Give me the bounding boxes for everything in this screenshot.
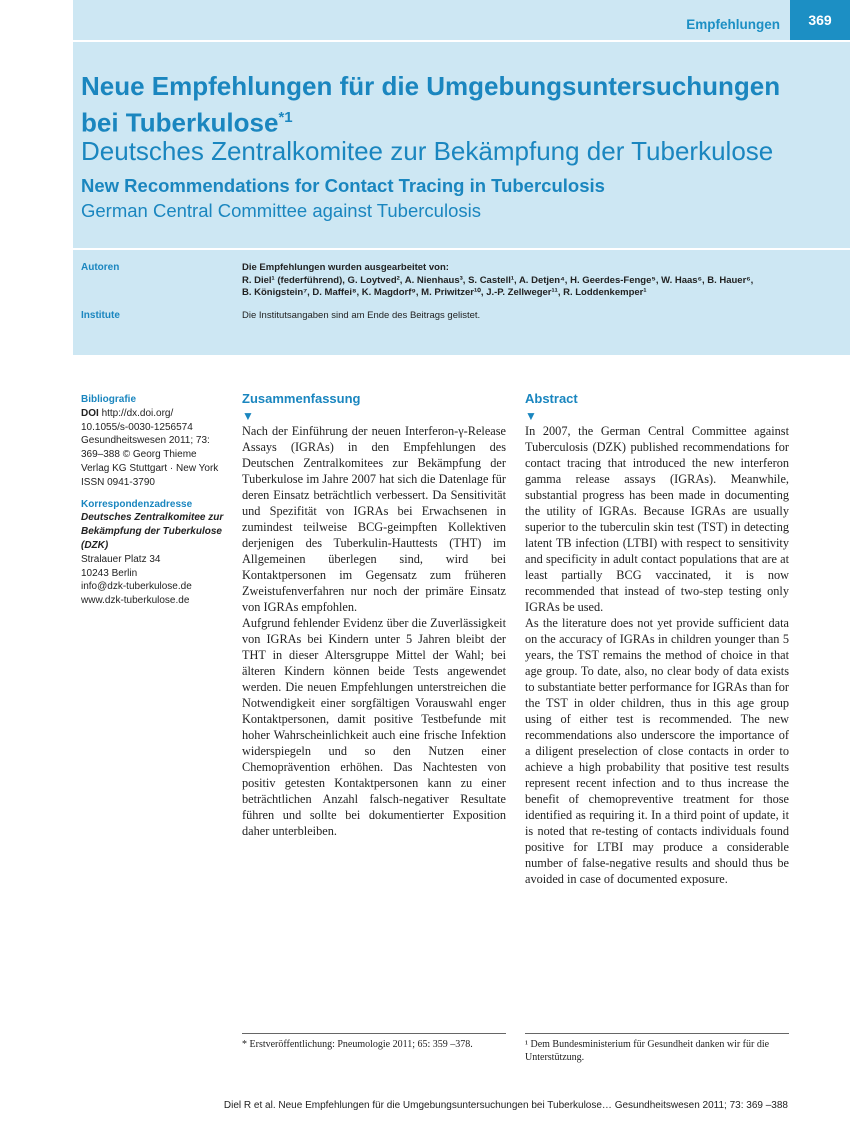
zusammenfassung-paragraph-2: Aufgrund fehlender Evidenz über die Zuverlässigkeit von IGRAs bei Kindern unter 5 Jahren bleibt der THT in dieser Altersgruppe Mittel der Wahl; bei älteren Kindern können beide Tests angewendet werden. Die neuen Empfehlungen unterstreichen die Notwendigkeit einer sorgfältigen Vorauswahl enger Kontaktpersonen, damit positive Testbefunde mit hoher Wahrscheinlichkeit auch eine frische Infektion widerspiegeln und so den Nutzen einer Chemoprävention erhöhen. Das Nachtesten von positiv getesten Kontaktpersonen kann zu einer beträchtlichen Anzahl falsch-negativer Resultate führen und sollte bei dokumentierter Exposition daher unterbleiben.	[242, 616, 506, 838]
footnote-right: ¹ Dem Bundesministerium für Gesundheit danken wir für die Unterstützung.	[525, 1039, 770, 1063]
zusammenfassung-column	[242, 391, 506, 839]
footnote-left: * Erstveröffentlichung: Pneumologie 2011; 65: 359 –378.	[242, 1039, 473, 1050]
authors-label: Autoren	[81, 262, 120, 273]
zusammenfassung-paragraph-1: Nach der Einführung der neuen Interferon-γ-Release Assays (IGRAs) in den Empfehlungen des Deutschen Zentralkomitees zur Bekämpfung der Tuberkulose im Jahre 2007 hat sich die Datenlage für deren Einsatz beträchtlich verbessert. Da Sensitivität und Spezifität von IGRAs bei Erwachsenen in zumindest teilweise BCG-geimpften Kollektiven derjenigen des Tuberkulin-Hauttests (THT) im Allgemeinen überlegen sind, wird bei Kontaktpersonen im Gegensatz zum früheren Zweistufenverfahren nur noch der primäre Einsatz von IGRAs empfohlen.	[242, 424, 506, 614]
abstract-heading: Abstract	[525, 391, 578, 406]
abstract-paragraph-2: As the literature does not yet provide sufficient data on the accuracy of IGRAs in children younger than 5 years, the TST remains the method of choice in that age group. To date, also, no clear body of data exists to substantiate better performance for IGRAs than for the TST in older children, thus in this age group using of either test is recommended. The new recommendations also underscore the importance of a diligent preselection of close contacts in order to achieve a high probability that positive test results represent recent infection and to thus increase the benefit of chemopreventive treatment for those identified as requiring it. In a third point of update, it is noted that re-testing of contacts individuals found positive for LTBI may produce a considerable number of false-negative results and should thus be avoided in case of documented exposure.	[525, 616, 789, 886]
title-english: New Recommendations for Contact Tracing in Tuberculosis	[81, 175, 605, 196]
doi-label: DOI	[81, 407, 99, 419]
zusammenfassung-heading: Zusammenfassung	[242, 391, 361, 406]
footnote-rule-left	[242, 1033, 506, 1034]
abstract-paragraph-1: In 2007, the German Central Committee against Tuberculosis (DZK) published recommendations for contact tracing that introduced the new interferon gamma release assays (IGRAs). Meanwhile, substantial progress has been made in documenting the utility of IGRAs. Because IGRAs are usually superior to the tuberculin skin test (TST) in detecting latent TB infection (LTBI) with respect to sensitivity and specificity in adult contact populations that are at least partially BCG vaccinated, it is now recommended that instead of two-step testing only IGRAs be used.	[525, 424, 789, 614]
doi-line	[81, 407, 231, 421]
abstract-column	[525, 391, 789, 887]
subtitle-english: German Central Committee against Tuberculosis	[81, 200, 481, 221]
running-head: Empfehlungen	[686, 17, 780, 32]
correspondence-organisation: Deutsches Zentralkomitee zur Bekämpfung der Tuberkulose (DZK)	[81, 512, 224, 551]
sidebar	[81, 393, 231, 608]
title-footnote-marker: *1	[278, 109, 293, 126]
citation-footer: Diel R et al. Neue Empfehlungen für die Umgebungsuntersuchungen bei Tuberkulose… Gesundheitswesen 2011; 73: 369 –388	[223, 1100, 788, 1111]
title-german-text: Neue Empfehlungen für die Umgebungsuntersuchungen bei Tuberkulose	[81, 71, 781, 138]
biblio-line: 369–388 © Georg Thieme	[81, 449, 197, 461]
authors-line-2: B. Königstein⁷, D. Maffei⁸, K. Magdorf⁹, M. Priwitzer¹⁰, J.-P. Zellweger¹¹, R. Loddenkemper¹	[242, 287, 647, 298]
authors-block	[242, 262, 802, 300]
triangle-marker-icon: ▼	[525, 409, 537, 423]
authors-intro: Die Empfehlungen wurden ausgearbeitet von:	[242, 262, 449, 273]
biblio-line: Gesundheitswesen 2011; 73:	[81, 435, 210, 447]
authors-line-1: R. Diel¹ (federführend), G. Loytved², A. Nienhaus³, S. Castell¹, A. Detjen⁴, H. Geerdes-Fenge⁵, W. Haas⁶, B. Hauer⁶,	[242, 274, 754, 286]
title-german	[81, 71, 821, 139]
biblio-line: 10.1055/s-0030-1256574	[81, 421, 193, 433]
page-number: 369	[790, 0, 850, 40]
biblio-line: Verlag KG Stuttgart · New York	[81, 462, 219, 474]
website-link[interactable]: www.dzk-tuberkulose.de	[81, 595, 190, 607]
correspondence-heading: Korrespondenzadresse	[81, 498, 193, 510]
footnote-rule-right	[525, 1033, 789, 1034]
doi-link[interactable]: http://dx.doi.org/	[101, 407, 174, 419]
subtitle-german: Deutsches Zentralkomitee zur Bekämpfung der Tuberkulose	[81, 136, 774, 166]
institutes-label: Institute	[81, 310, 120, 321]
address-line: 10243 Berlin	[81, 567, 138, 579]
triangle-marker-icon: ▼	[242, 409, 254, 423]
institutes-text: Die Institutsangaben sind am Ende des Beitrags gelistet.	[242, 310, 481, 321]
address-line: Stralauer Platz 34	[81, 553, 161, 565]
bibliography-heading: Bibliografie	[81, 394, 137, 405]
biblio-line: ISSN 0941-3790	[81, 476, 155, 488]
email-link[interactable]: info@dzk-tuberkulose.de	[81, 581, 192, 593]
